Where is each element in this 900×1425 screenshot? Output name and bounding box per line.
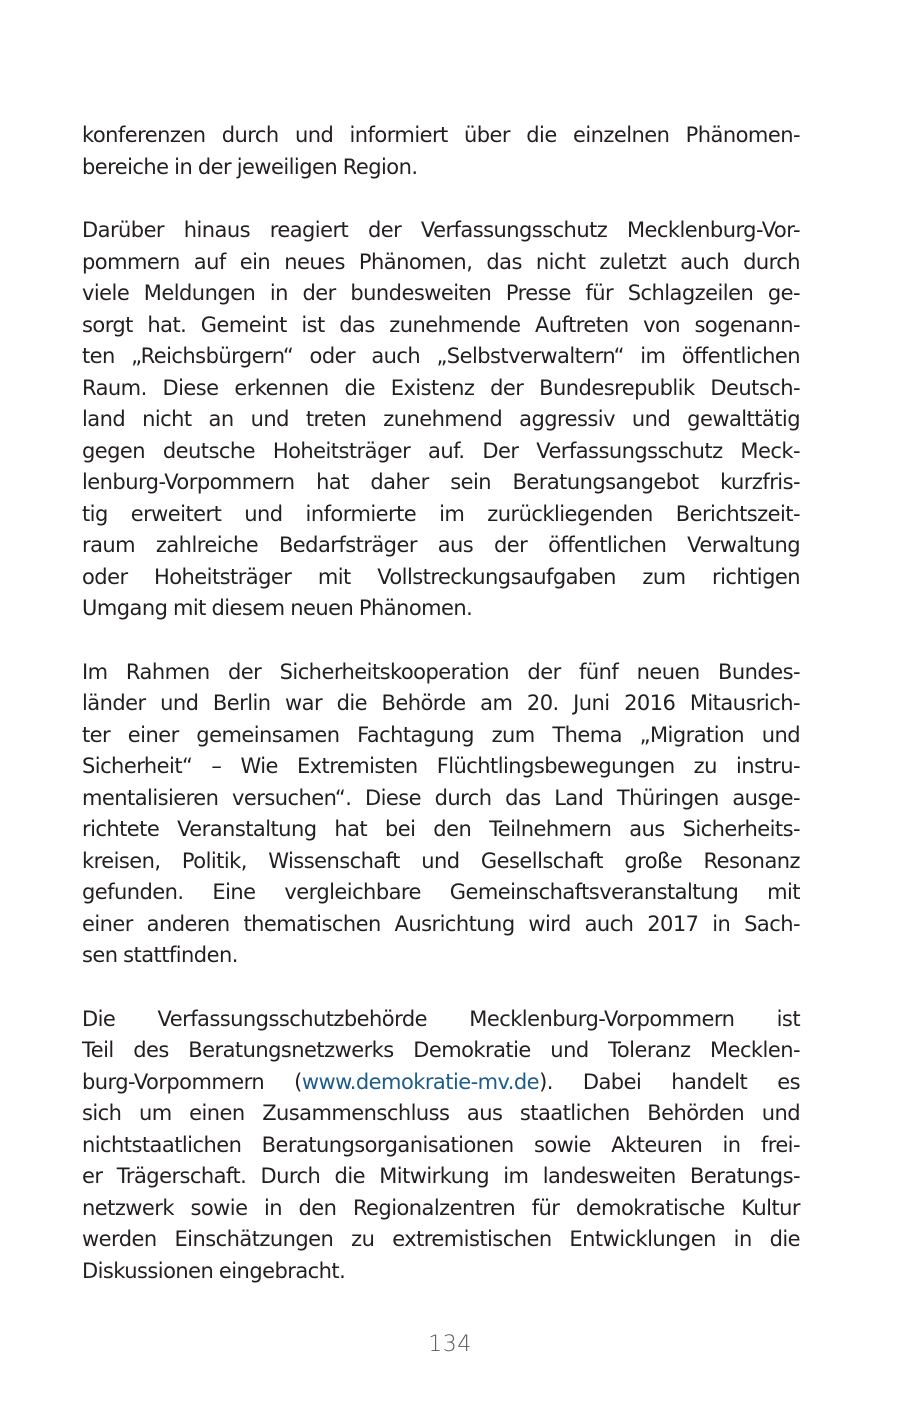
text-line: länder und Berlin war die Behörde am 20. Juni 2016 Mitausrich- <box>82 691 800 715</box>
text-line: ter einer gemeinsamen Fachtagung zum Thema „Migration und <box>82 722 800 747</box>
text-line: Im Rahmen der Sicherheitskooperation der fünf neuen Bundes- <box>82 659 800 684</box>
paragraph-4 <box>82 1004 800 1288</box>
text-line: mentalisieren versuchen“. Diese durch das Land Thüringen ausge- <box>82 785 800 810</box>
text-line: netzwerk sowie in den Regionalzentren für demokratische Kultur <box>82 1195 800 1220</box>
text-line: gefunden. Eine vergleichbare Gemeinschaftsveranstaltung mit <box>82 880 800 904</box>
text-line: er Trägerschaft. Durch die Mitwirkung im landesweiten Beratungs- <box>82 1164 800 1188</box>
text-line: pommern auf ein neues Phänomen, das nicht zuletzt auch durch <box>82 249 800 274</box>
paragraph-3 <box>82 657 800 972</box>
text-line: raum zahlreiche Bedarfsträger aus der öffentlichen Verwaltung <box>82 533 800 557</box>
text-line: Sicherheit“ – Wie Extremisten Flüchtlingsbewegungen zu instru- <box>82 754 800 778</box>
text-line: ten „Reichsbürgern“ oder auch „Selbstverwaltern“ im öffentlichen <box>82 344 800 368</box>
text-line-with-link <box>82 1067 800 1099</box>
text-line: kreisen, Politik, Wissenschaft und Gesellschaft große Resonanz <box>82 848 800 873</box>
text-line: sen stattfinden. <box>82 943 238 967</box>
text-line: bereiche in der jeweiligen Region. <box>82 154 418 179</box>
text-line: Darüber hinaus reagiert der Verfassungsschutz Mecklenburg-Vor- <box>82 218 800 242</box>
text-line: oder Hoheitsträger mit Vollstreckungsaufgaben zum richtigen <box>82 564 800 589</box>
link-line-prefix: burg-Vorpommern ( <box>82 1069 302 1094</box>
text-line: Umgang mit diesem neuen Phänomen. <box>82 596 473 620</box>
text-line: sorgt hat. Gemeint ist das zunehmende Auftreten von sogenann- <box>82 312 800 337</box>
text-line: richtete Veranstaltung hat bei den Teilnehmern aus Sicherheits- <box>82 817 800 841</box>
page-number: 134 <box>428 1332 472 1357</box>
text-line: werden Einschätzungen zu extremistischen Entwicklungen in die <box>82 1227 800 1251</box>
text-line: gegen deutsche Hoheitsträger auf. Der Verfassungsschutz Meck- <box>82 438 800 463</box>
text-line: land nicht an und treten zunehmend aggressiv und gewalttätig <box>82 407 800 431</box>
text-line: Raum. Diese erkennen die Existenz der Bundesrepublik Deutsch- <box>82 375 800 400</box>
text-line: einer anderen thematischen Ausrichtung wird auch 2017 in Sach- <box>82 911 800 936</box>
text-line: nichtstaatlichen Beratungsorganisationen sowie Akteuren in frei- <box>82 1132 800 1157</box>
paragraph-1 <box>82 120 800 183</box>
text-line: tig erweitert und informierte im zurückliegenden Berichtszeit- <box>82 501 800 526</box>
text-line: sich um einen Zusammenschluss aus staatlichen Behörden und <box>82 1101 800 1125</box>
text-line: Teil des Beratungsnetzwerks Demokratie und Toleranz Mecklen- <box>82 1038 800 1062</box>
page-body <box>82 120 800 1319</box>
text-line: viele Meldungen in der bundesweiten Presse für Schlagzeilen ge- <box>82 281 800 305</box>
paragraph-2 <box>82 215 800 625</box>
text-line: lenburg-Vorpommern hat daher sein Beratungsangebot kurzfris- <box>82 470 800 494</box>
text-line: konferenzen durch und informiert über die einzelnen Phänomen- <box>82 123 800 147</box>
link-line-suffix: ). Dabei handelt es <box>539 1069 800 1094</box>
text-line: Die Verfassungsschutzbehörde Mecklenburg-Vorpommern ist <box>82 1006 800 1031</box>
demokratie-mv-link[interactable]: www.demokratie-mv.de <box>301 1069 540 1094</box>
text-line: Diskussionen eingebracht. <box>82 1258 346 1283</box>
